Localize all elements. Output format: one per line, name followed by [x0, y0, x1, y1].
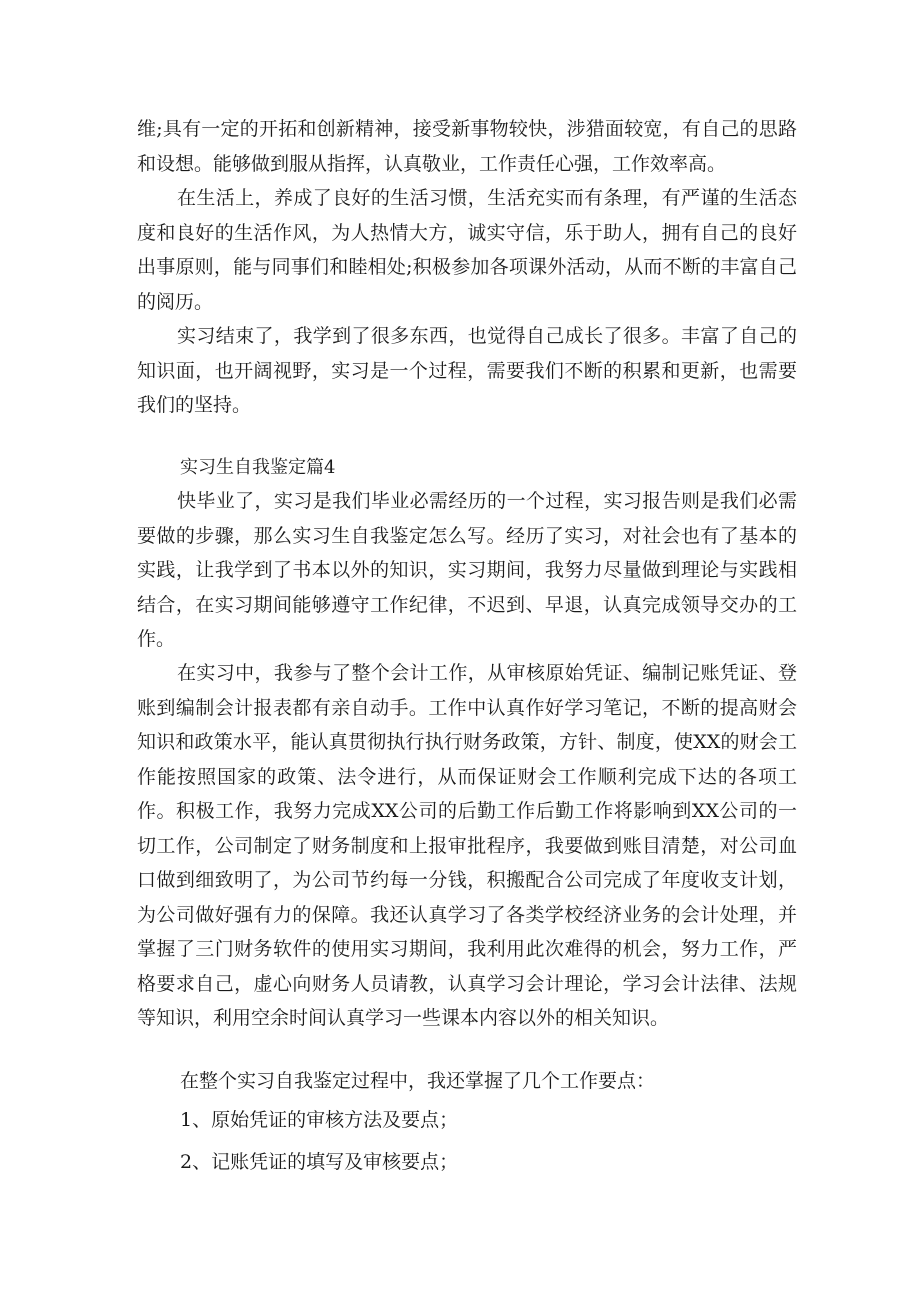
list-item-point-1: 1、原始凭证的审核方法及要点； [180, 1109, 459, 1131]
paragraph-points-intro: 在整个实习自我鉴定过程中，我还掌握了几个工作要点： [180, 1070, 656, 1092]
paragraph-accounting: 在实习中，我参与了整个会计工作，从审核原始凭证、编制记账凭证、登账到编制会计报表都有亲自动手。工作中认真作好学习笔记，不断的提高财会知识和政策水平，能认真贯彻执行执行财务政策，方针、制度，使XX的财会工作能按照国家的政策、法令进行，从而保证财会工作顺利完成下达的各项工作。积极工作，我努力完成XX公司的后勤工作后勤工作将影响到XX公司的一切工作，公司制定了财务制度和上报审批程序，我要做到账目清楚，对公司血口做到细致明了，为公司节约每一分钱，积搬配合公司完成了年度收支计划，为公司做好强有力的保障。我还认真学习了各类学校经济业务的会计处理，并掌握了三门财务软件的使用实习期间，我利用此次难得的机会，努力工作，严格要求自己，虚心向财务人员请教，认真学习会计理论，学习会计法律、法规等知识，利用空余时间认真学习一些课本内容以外的相关知识。 [137, 662, 797, 1029]
paragraph-end: 实习结束了，我学到了很多东西，也觉得自己成长了很多。丰富了自己的知识面，也开阔视野，实习是一个过程，需要我们不断的积累和更新，也需要我们的坚持。 [137, 325, 797, 416]
list-item-point-2: 2、记账凭证的填写及审核要点； [180, 1151, 459, 1173]
section-title: 实习生自我鉴定篇4 [180, 457, 336, 478]
paragraph-continuation: 维;具有一定的开拓和创新精神，接受新事物较快，涉猎面较宽，有自己的思路和设想。能够做到服从指挥，认真敬业，工作责任心强，工作效率高。 [137, 118, 797, 175]
paragraph-life: 在生活上，养成了良好的生活习惯，生活充实而有条理，有严谨的生活态度和良好的生活作风，为人热情大方，诚实守信，乐于助人，拥有自己的良好出事原则，能与同事们和睦相处;积极参加各项课外活动，从而不断的丰富自己的阅历。 [137, 187, 797, 313]
paragraph-intro: 快毕业了，实习是我们毕业必需经历的一个过程，实习报告则是我们必需要做的步骤，那么实习生自我鉴定怎么写。经历了实习，对社会也有了基本的实践，让我学到了书本以外的知识，实习期间，我努力尽量做到理论与实践相结合，在实习期间能够遵守工作纪律，不迟到、早退，认真完成领导交办的工作。 [137, 490, 797, 650]
